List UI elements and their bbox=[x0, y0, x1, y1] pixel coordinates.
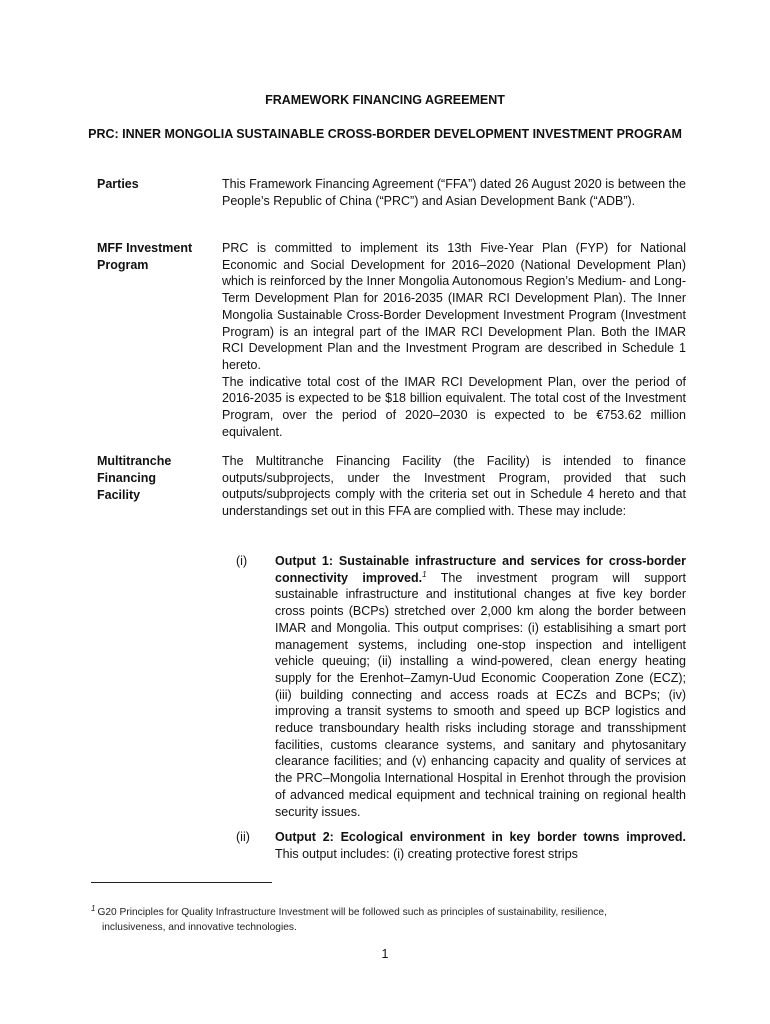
item-number: (i) bbox=[236, 554, 248, 568]
footnote-line-1: G20 Principles for Quality Infrastructure Investment will be followed such as principles of sustainability, resilience, bbox=[97, 907, 607, 918]
parties-paragraph: This Framework Financing Agreement (“FFA”) dated 26 August 2020 is between the People’s Republic of China (“PRC”) and Asian Development Bank (“ADB”). bbox=[222, 177, 686, 208]
page-number: 1 bbox=[381, 947, 389, 961]
mff-label-line2: Program bbox=[97, 258, 149, 272]
mff-text bbox=[222, 240, 686, 440]
list-item bbox=[275, 829, 686, 862]
facility-label-line2: Financing bbox=[97, 471, 157, 485]
footnote-reference: 1 bbox=[422, 569, 427, 579]
item-number: (ii) bbox=[236, 830, 250, 844]
footnote-mark: 1 bbox=[91, 903, 96, 913]
facility-intro bbox=[222, 453, 686, 520]
item-body: The investment program will support sustainable infrastructure and institutional changes at five key border cross points (BCPs) stretched over 2,000 km along the border between IMAR and Mongolia. This output comprises: (i) establisihing a smart port management systems, including one-stop inspection and intelligent vehicle queuing; (ii) installing a wind-powered, clean energy heating supply for the Erenhot–Zamyn-Uud Economic Cooperation Zone (ECZ); (iii) building connecting and access roads at ECZs and BCPs; (iv) improving a transit systems to smooth and speed up BCP logistics and reduce transboundary health risks including storage and transshipment facilities, customs clearance systems, and sanitary and phytosanitary clearance facilities; and (v) enhancing capacity and quality of services at the PRC–Mongolia International Hospital in Erenhot through the provision of advanced medical equipment and technical training on regional health security issues. bbox=[275, 570, 686, 819]
footnote-divider bbox=[91, 882, 272, 883]
mff-label-line1: MFF Investment bbox=[97, 241, 193, 255]
item-heading: Output 1: Sustainable infrastructure and services for cross-border connectivity improved. bbox=[275, 554, 686, 585]
parties-text bbox=[222, 176, 686, 209]
item-body: This output includes: (i) creating protective forest strips bbox=[275, 846, 578, 861]
mff-label bbox=[97, 240, 217, 274]
mff-paragraph-2: The indicative total cost of the IMAR RCI Development Plan, over the period of 2016-2035 is expected to be $18 billion equivalent. The total cost of the Investment Program, over the period of 2020–2030 is expected to be €753.62 million equivalent. bbox=[222, 374, 686, 439]
footnote bbox=[91, 905, 691, 935]
document-title: FRAMEWORK FINANCING AGREEMENT bbox=[265, 93, 505, 107]
facility-intro-paragraph: The Multitranche Financing Facility (the Facility) is intended to finance outputs/subprojects, under the Investment Program, provided that such outputs/subprojects comply with the criteria set out in Schedule 4 hereto and that understandings set out in this FFA are complied with. These may include: bbox=[222, 454, 686, 519]
mff-paragraph-1: PRC is committed to implement its 13th Five-Year Plan (FYP) for National Economic and Social Development for 2016–2020 (National Development Plan) which is reinforced by the Inner Mongolia Autonomous Region’s Medium- and Long-Term Development Plan for 2016-2035 (IMAR RCI Development Plan). The Inner Mongolia Sustainable Cross-Border Development Investment Program (Investment Program) is an integral part of the IMAR RCI Development Plan. Both the IMAR RCI Development Plan and the Investment Program are described in Schedule 1 hereto. bbox=[222, 241, 686, 372]
facility-label bbox=[97, 453, 217, 504]
document-subtitle: PRC: INNER MONGOLIA SUSTAINABLE CROSS-BORDER DEVELOPMENT INVESTMENT PROGRAM bbox=[88, 127, 682, 141]
list-item bbox=[275, 553, 686, 820]
item-heading: Output 2: Ecological environment in key border towns improved. bbox=[275, 830, 686, 844]
facility-label-line3: Facility bbox=[97, 488, 141, 502]
footnote-line-2: inclusiveness, and innovative technologies. bbox=[102, 922, 297, 933]
parties-label: Parties bbox=[97, 177, 139, 191]
facility-label-line1: Multitranche bbox=[97, 454, 172, 468]
